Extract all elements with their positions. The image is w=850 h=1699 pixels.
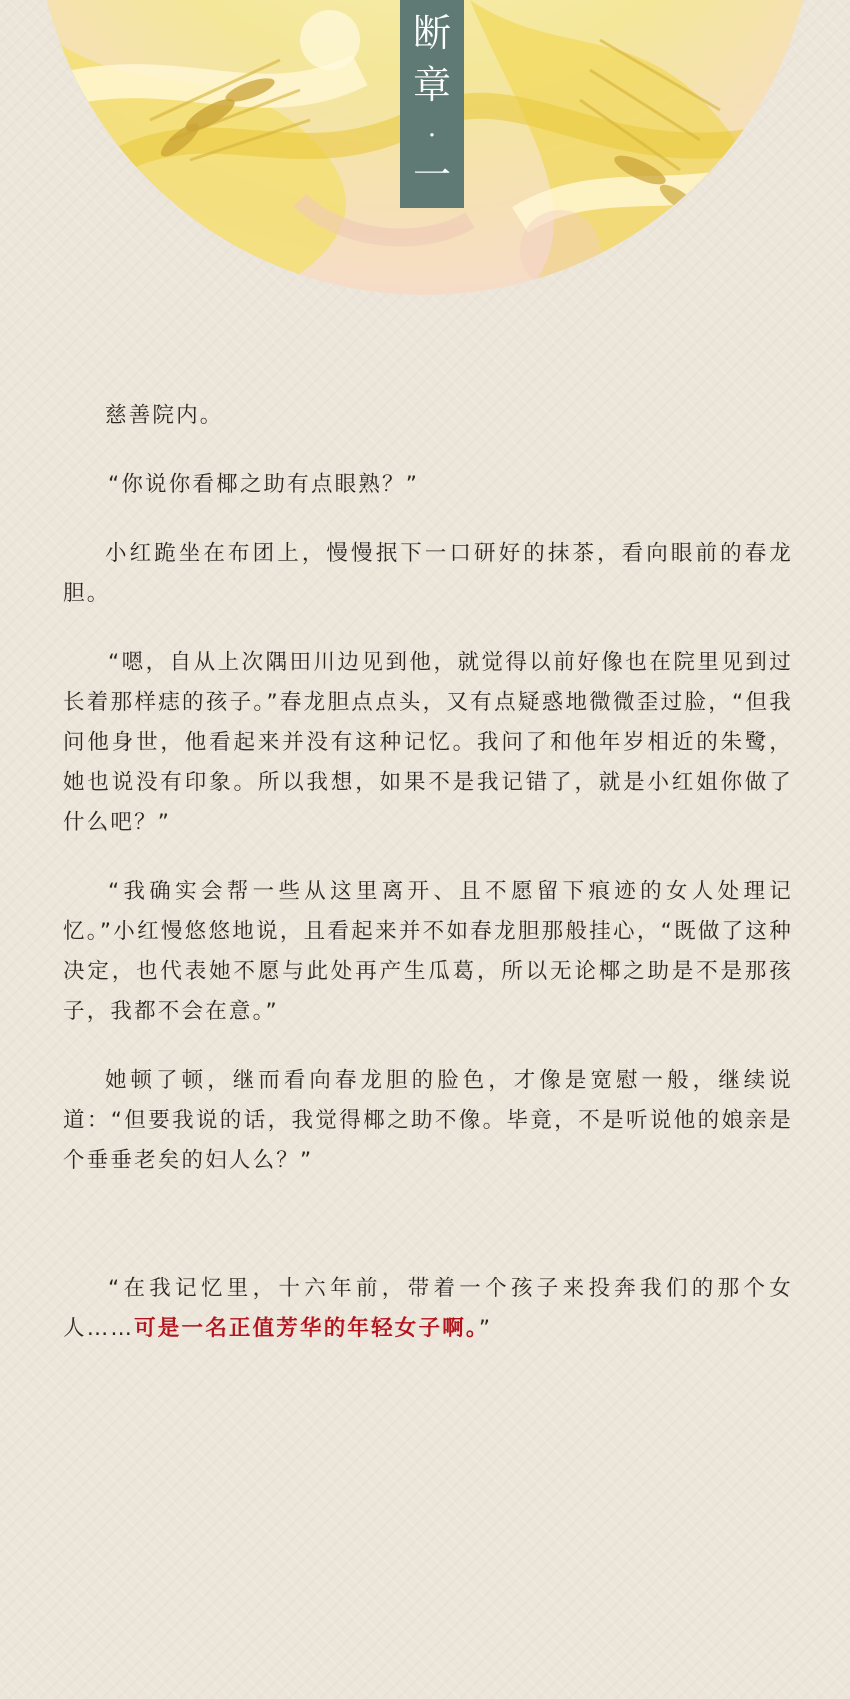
chapter-tag-char: 一 bbox=[412, 153, 451, 198]
closing-quote: ” bbox=[478, 1316, 493, 1341]
paragraph: “嗯，自从上次隅田川边见到他，就觉得以前好像也在院里见到过长着那样痣的孩子。”春龙胆点点头，又有点疑惑地微微歪过脸，“但我问他身世，他看起来并没有这种记忆。我问了和他年岁相近的朱鹭，她也说没有印象。所以我想，如果不是我记错了，就是小红姐你做了什么吧？” bbox=[63, 650, 793, 835]
chapter-tag bbox=[400, 0, 464, 208]
paragraph: “我确实会帮一些从这里离开、且不愿留下痕迹的女人处理记忆。”小红慢悠悠地说，且看起来并不如春龙胆那般挂心，“既做了这种决定，也代表她不愿与此处再产生瓜葛，所以无论椰之助是不是那孩子，我都不会在意。” bbox=[63, 879, 793, 1024]
final-paragraph-text: “在我记忆里，十六年前，带着一个孩子来投奔我们的那个女人…… bbox=[63, 1276, 793, 1341]
paragraph: 小红跪坐在布团上，慢慢抿下一口研好的抹茶，看向眼前的春龙胆。 bbox=[63, 541, 793, 606]
chapter-tag-dot: · bbox=[427, 120, 437, 151]
paragraph: 慈善院内。 bbox=[105, 403, 224, 428]
chapter-tag-char: 章 bbox=[412, 62, 451, 107]
chapter-tag-char: 断 bbox=[412, 11, 451, 55]
emphasis-text: 可是一名正值芳华的年轻女子啊。 bbox=[134, 1316, 479, 1341]
paragraph: 她顿了顿，继而看向春龙胆的脸色，才像是宽慰一般，继续说道：“但要我说的话，我觉得椰之助不像。毕竟，不是听说他的娘亲是个垂垂老矣的妇人么？” bbox=[63, 1068, 793, 1173]
paragraph: “你说你看椰之助有点眼熟？” bbox=[108, 472, 420, 497]
final-paragraph bbox=[63, 1269, 793, 1349]
article-body bbox=[63, 396, 793, 1378]
header-illustration bbox=[0, 0, 850, 300]
